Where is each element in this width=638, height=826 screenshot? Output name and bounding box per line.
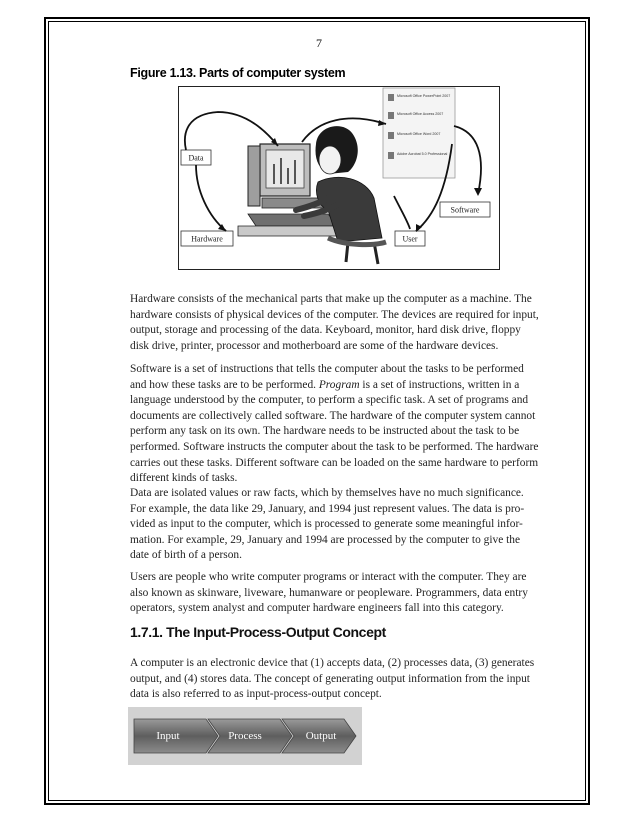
svg-text:Software: Software <box>450 205 480 215</box>
software-paragraph: Software is a set of instructions that tells the computer about the tasks to be performed and how these tasks are to be performed. Program is a set of instructions, written in a language understood by the computer, to perform a specific task. A set of programs and documents are collectively called software. The hardware of the computer system cannot perform any task on its own. The hardware needs to be instructed about the task to be performed. Software instructs the computer about the task to be performed. The hardware carries out these tasks. Different software can be loaded on the same hardware to perform different kinds of tasks. <box>130 363 539 485</box>
input-process-output-diagram <box>128 707 362 765</box>
software-list-panel <box>383 88 455 178</box>
figure-caption: Figure 1.13. Parts of computer system <box>130 66 346 80</box>
ipo-paragraph: A computer is an electronic device that (1) accepts data, (2) processes data, (3) generates output, and (4) stores data. The concept of generating output information from the input data is also referred to as input-process-output concept. <box>130 657 535 701</box>
software-item-3: Microsoft Office Word 2007 <box>397 132 441 136</box>
users-paragraph: Users are people who write computer programs or interact with the computer. They are also known as skinware, liveware, humanware or peopleware. Programmers, data entry operators, system analyst and computer hardware engineers fall into this category. <box>130 571 528 615</box>
output-label: Output <box>305 730 337 742</box>
software-item-2: Microsoft Office Access 2007 <box>397 112 444 116</box>
data-paragraph: Data are isolated values or raw facts, which by themselves have no much significance. For example, the data like 29, January, and 1994 just represent values. The data is pro- vided as input to the computer, which is processed to generate some meaningful infor- mation. For example, 29, January and 1994 are processed by the computer to give the date of birth of a person. <box>130 487 525 562</box>
svg-text:Hardware: Hardware <box>191 234 223 244</box>
hardware-label-box <box>181 231 233 246</box>
software-label-box <box>440 202 490 217</box>
svg-text:Data: Data <box>188 153 204 163</box>
svg-text:User: User <box>402 234 418 244</box>
program-term: Program <box>318 378 360 391</box>
software-item-1: Microsoft Office PowerPoint 2007 <box>397 94 451 98</box>
data-label-box <box>181 150 211 165</box>
section-heading: 1.7.1. The Input-Process-Output Concept <box>130 624 386 640</box>
software-item-4: Adobe Acrobat 5.0 Professional <box>397 152 448 156</box>
process-label: Process <box>228 730 262 742</box>
user-label-box <box>395 231 425 246</box>
computer-system-figure <box>178 86 500 270</box>
input-label: Input <box>156 730 180 742</box>
page-number: 7 <box>316 36 322 50</box>
hardware-paragraph: Hardware consists of the mechanical parts that make up the computer as a machine. The hardware consists of physical devices of the computer. The devices are required for input, output, storage and processing of the data. Keyboard, monitor, hard disk drive, floppy disk drive, printer, processor and motherboard are some of the hardware devices. <box>130 293 539 352</box>
